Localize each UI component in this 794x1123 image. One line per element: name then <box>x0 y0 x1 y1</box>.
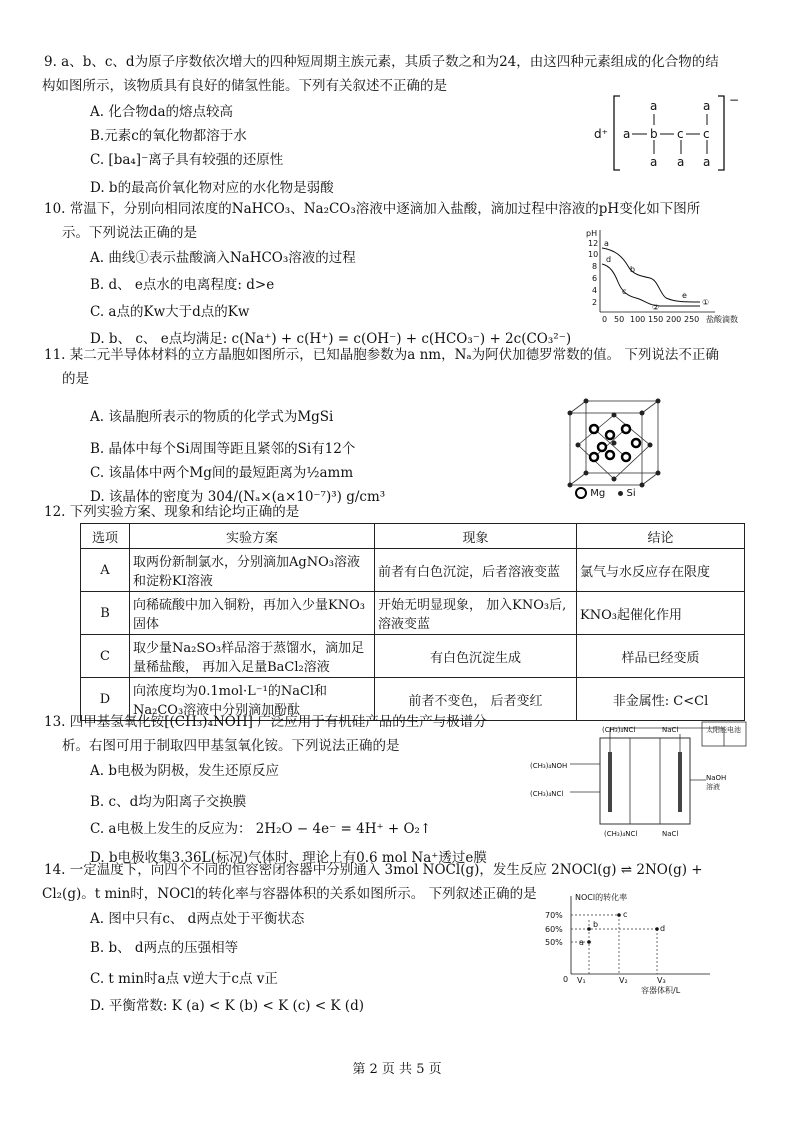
svg-text:V₂: V₂ <box>619 976 628 985</box>
q9-cation: d⁺ <box>594 127 608 141</box>
q11-option-b[interactable]: B. 晶体中每个Si周围等距且紧邻的Si有12个 <box>90 441 356 457</box>
svg-text:太阳能电池: 太阳能电池 <box>706 726 741 734</box>
q10-ph-chart <box>570 226 745 326</box>
q14-option-d[interactable]: D. 平衡常数: K (a) < K (b) < K (c) < K (d) <box>90 998 364 1014</box>
svg-text:②: ② <box>652 303 660 312</box>
q14-conversion-chart <box>545 890 720 995</box>
svg-text:d: d <box>606 255 612 264</box>
q13-electrolysis-figure <box>520 718 750 844</box>
svg-text:2: 2 <box>592 298 598 307</box>
question-12 <box>44 500 759 524</box>
svg-text:①: ① <box>702 298 710 307</box>
q10-stem-line1: 10. 常温下，分别向相同浓度的NaHCO₃、Na₂CO₃溶液中逐滴加入盐酸，滴加过程中溶液的pH变化如下图所 <box>44 201 701 217</box>
q10-option-d[interactable]: D. b、 c、 e点均满足: c(Na⁺) + c(H⁺) = c(OH⁻) + c(HCO₃⁻) + 2c(CO₃²⁻) <box>90 331 572 347</box>
svg-text:0: 0 <box>602 315 608 324</box>
svg-text:(CH₃)₄NCl: (CH₃)₄NCl <box>530 790 564 798</box>
svg-text:(CH₃)₄NCl: (CH₃)₄NCl <box>602 726 636 734</box>
q11-option-a[interactable]: A. 该晶胞所表示的物质的化学式为MgSi <box>90 409 334 425</box>
svg-text:4: 4 <box>592 286 598 295</box>
svg-text:b: b <box>630 265 636 274</box>
svg-text:NaCl: NaCl <box>662 830 679 838</box>
q9-option-a[interactable]: A. 化合物da的熔点较高 <box>90 104 234 120</box>
q12-table <box>80 523 745 721</box>
q10-stem-line2: 示。下列说法正确的是 <box>62 225 197 241</box>
table-row: B 向稀硫酸中加入铜粉，再加入少量KNO₃固体 开始无明显现象， 加入KNO₃后,溶液变蓝 KNO₃起催化作用 <box>81 592 745 635</box>
q9-option-d[interactable]: D. b的最高价氧化物对应的水化物是弱酸 <box>90 180 334 196</box>
q13-stem-line1: 13. 四甲基氢氧化铵[(CH₃)₄NOH] 广泛应用于有机硅产品的生产与极谱分 <box>44 714 487 730</box>
svg-text:6: 6 <box>592 274 598 283</box>
svg-text:溶液: 溶液 <box>706 783 720 791</box>
svg-text:a: a <box>579 938 584 947</box>
q9-option-b[interactable]: B.元素c的氧化物都溶于水 <box>90 128 247 144</box>
q10-option-c[interactable]: C. a点的Kw大于d点的Kw <box>90 304 250 320</box>
q9-stem-line2: 构如图所示，该物质具有良好的储氢性能。下列有关叙述不正确的是 <box>42 78 447 94</box>
svg-text:NaCl: NaCl <box>662 726 679 734</box>
q10-option-b[interactable]: B. d、 e点水的电离程度: d>e <box>90 277 275 293</box>
svg-text:10: 10 <box>588 250 599 259</box>
svg-text:c: c <box>703 127 710 141</box>
mg-icon <box>575 487 587 499</box>
svg-text:50%: 50% <box>545 938 563 947</box>
q9-charge: − <box>729 93 740 107</box>
svg-text:NaOH: NaOH <box>706 774 727 782</box>
svg-text:250: 250 <box>684 315 700 324</box>
q11-legend: Mg Si <box>575 487 636 499</box>
svg-text:0: 0 <box>563 975 569 984</box>
q13-option-a[interactable]: A. b电极为阴极，发生还原反应 <box>90 763 279 779</box>
q11-stem-line2: 的是 <box>62 371 89 387</box>
svg-text:(CH₃)₄NOH: (CH₃)₄NOH <box>530 762 568 770</box>
q12-stem: 12. 下列实验方案、现象和结论均正确的是 <box>44 504 300 520</box>
svg-text:c: c <box>623 910 628 919</box>
svg-text:容器体积/L: 容器体积/L <box>641 986 681 995</box>
q14-option-c[interactable]: C. t min时a点 v逆大于c点 v正 <box>90 971 278 987</box>
q14-stem-line2: Cl₂(g)。t min时，NOCl的转化率与容器体积的关系如图所示。 下列叙述正确的是 <box>42 886 537 902</box>
svg-text:12: 12 <box>588 239 599 248</box>
svg-text:NOCl的转化率: NOCl的转化率 <box>575 893 628 902</box>
svg-text:50: 50 <box>614 315 625 324</box>
q11-option-d[interactable]: D. 该晶体的密度为 304/(Nₐ×(a×10⁻⁷)³) g/cm³ <box>90 489 386 505</box>
svg-text:100: 100 <box>630 315 646 324</box>
q14-option-a[interactable]: A. 图中只有c、 d两点处于平衡状态 <box>90 911 305 927</box>
q13-option-c[interactable]: C. a电极上发生的反应为： 2H₂O − 4e⁻ = 4H⁺ + O₂↑ <box>90 821 432 837</box>
svg-text:a: a <box>604 239 609 248</box>
svg-text:200: 200 <box>666 315 682 324</box>
q11-stem-line1: 11. 某二元半导体材料的立方晶胞如图所示，已知晶胞参数为a nm，Nₐ为阿伏加德罗常数的值。 下列说法不正确 <box>44 347 719 363</box>
svg-text:70%: 70% <box>545 911 563 920</box>
svg-text:(CH₃)₄NCl: (CH₃)₄NCl <box>604 830 638 838</box>
q9-stem-line1: 9. a、b、c、d为原子序数依次增大的四种短周期主族元素，其质子数之和为24，由这四种元素组成的化合物的结 <box>44 54 719 70</box>
svg-text:a: a <box>650 99 658 113</box>
table-row: A 取两份新制氯水，分别滴加AgNO₃溶液和淀粉KI溶液 前者有白色沉淀，后者溶液变蓝 氯气与水反应存在限度 <box>81 549 745 592</box>
q9-option-c[interactable]: C. [ba₄]⁻离子具有较强的还原性 <box>90 152 284 168</box>
q14-option-b[interactable]: B. b、 d两点的压强相等 <box>90 940 239 956</box>
q13-stem-line2: 析。右图可用于制取四甲基氢氧化铵。下列说法正确的是 <box>62 738 400 754</box>
svg-text:60%: 60% <box>545 925 563 934</box>
svg-text:e: e <box>682 291 687 300</box>
svg-text:a: a <box>623 127 631 141</box>
svg-text:pH: pH <box>586 229 598 238</box>
page-footer: 第 2 页 共 5 页 <box>352 1062 442 1077</box>
table-row: C 取少量Na₂SO₃样品溶于蒸馏水，滴加足量稀盐酸， 再加入足量BaCl₂溶液 有白色沉淀生成 样品已经变质 <box>81 635 745 678</box>
svg-text:8: 8 <box>592 262 598 271</box>
svg-text:V₃: V₃ <box>657 976 666 985</box>
table-row: D 向浓度均为0.1mol·L⁻¹的NaCl和Na₂CO₃溶液中分别滴加酚酞 前者不变色， 后者变红 非金属性: C<Cl <box>81 678 745 721</box>
svg-text:150: 150 <box>648 315 664 324</box>
svg-text:b: b <box>593 920 599 929</box>
svg-text:a: a <box>677 155 685 169</box>
q14-stem-line1: 14. 一定温度下，向四个不同的恒容密闭容器中分别通入 3mol NOCl(g)，发生反应 2NOCl(g) ⇌ 2NO(g) + <box>44 862 703 878</box>
q10-option-a[interactable]: A. 曲线①表示盐酸滴入NaHCO₃溶液的过程 <box>90 250 356 266</box>
svg-text:b: b <box>650 127 658 141</box>
table-header-row: 选项 实验方案 现象 结论 <box>81 524 745 549</box>
svg-text:盐酸滴数: 盐酸滴数 <box>706 315 738 324</box>
svg-text:d: d <box>660 924 666 933</box>
q13-option-b[interactable]: B. c、d均为阳离子交换膜 <box>90 794 247 810</box>
q11-option-c[interactable]: C. 该晶体中两个Mg间的最短距离为½amm <box>90 465 354 481</box>
svg-text:c: c <box>677 127 684 141</box>
si-icon <box>618 491 623 496</box>
svg-text:V₁: V₁ <box>577 976 586 985</box>
svg-text:a: a <box>703 155 711 169</box>
svg-text:a: a <box>650 155 658 169</box>
q9-structure-figure <box>590 92 740 174</box>
svg-text:a: a <box>703 99 711 113</box>
svg-text:c: c <box>622 287 627 296</box>
q13-option-d[interactable]: D. b电极收集3.36L(标况)气体时，理论上有0.6 mol Na⁺透过e膜 <box>90 850 487 866</box>
